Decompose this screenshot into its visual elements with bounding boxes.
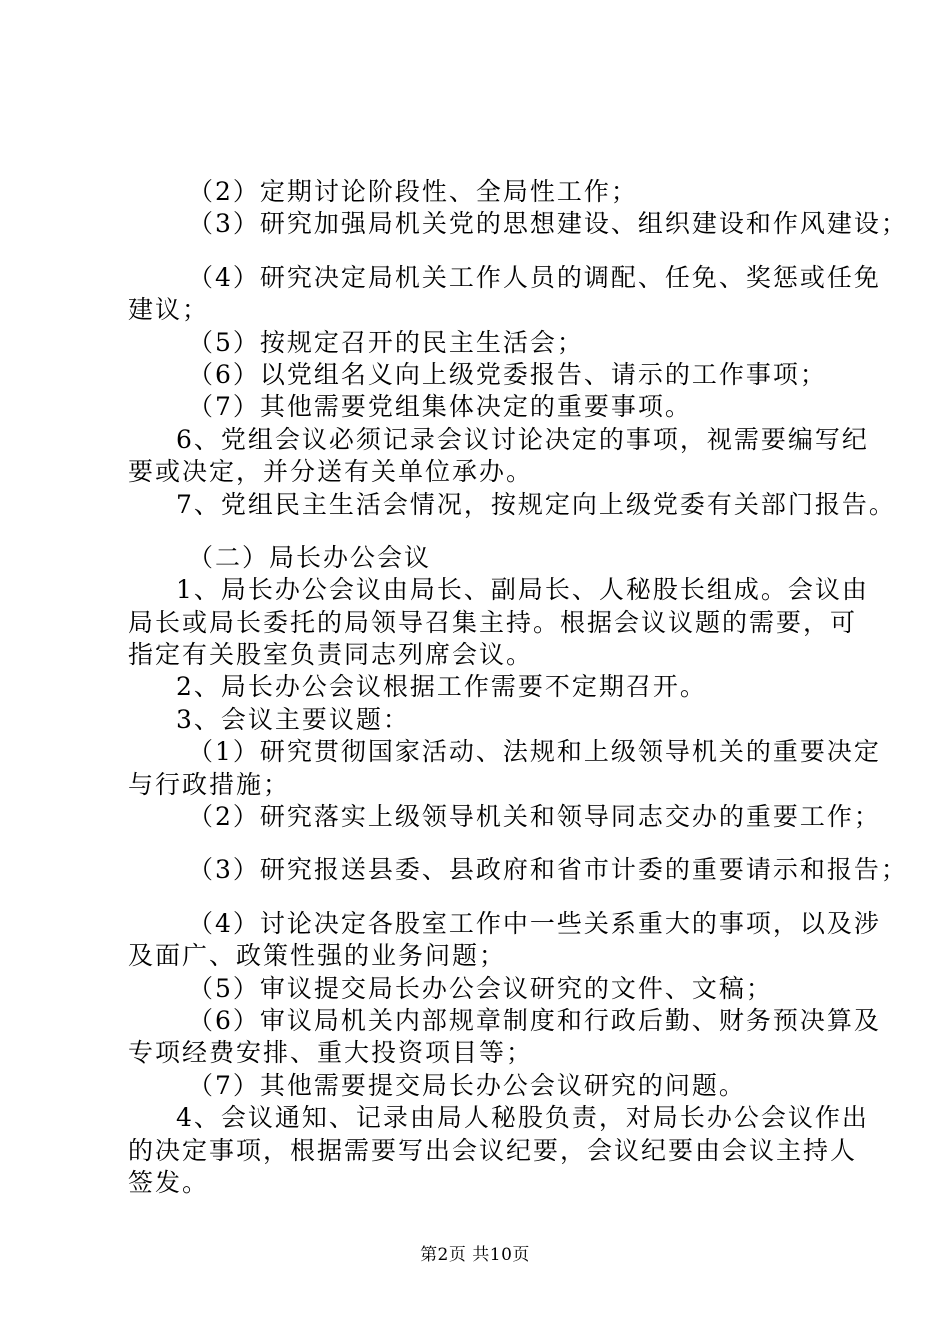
text-line: （4）讨论决定各股室工作中一些关系重大的事项，以及涉	[188, 908, 881, 938]
page-number-footer: 第2页 共10页	[420, 1245, 530, 1265]
text-line: 6、党组会议必须记录会议讨论决定的事项，视需要编写纪	[176, 424, 869, 454]
text-line: （5）审议提交局长办公会议研究的文件、文稿；	[188, 973, 773, 1003]
paragraph-gap	[128, 241, 848, 262]
text-line: （5）按规定召开的民主生活会；	[188, 327, 584, 357]
text-line: （2）研究落实上级领导机关和领导同志交办的重要工作；	[188, 802, 881, 832]
text-line: 的决定事项，根据需要写出会议纪要，会议纪要由会议主持人	[128, 1135, 858, 1165]
section-heading: （二）局长办公会议	[188, 542, 432, 572]
text-line: 与行政措施；	[128, 769, 291, 799]
text-line: 3、会议主要议题：	[176, 704, 410, 734]
text-line: （7）其他需要提交局长办公会议研究的问题。	[188, 1070, 746, 1100]
paragraph-gap	[128, 887, 848, 908]
paragraph-gap	[128, 833, 848, 854]
text-line: 建议；	[128, 295, 210, 325]
text-line: 指定有关股室负责同志列席会议。	[128, 640, 534, 670]
text-line: 局长或局长委托的局领导召集主持。根据会议议题的需要，可	[128, 607, 858, 637]
text-line: 要或决定，并分送有关单位承办。	[128, 457, 534, 487]
text-line: 4、会议通知、记录由局人秘股负责，对局长办公会议作出	[176, 1103, 869, 1133]
text-line: （6）以党组名义向上级党委报告、请示的工作事项；	[188, 359, 827, 389]
text-line: 专项经费安排、重大投资项目等；	[128, 1038, 534, 1068]
text-line: （1）研究贯彻国家活动、法规和上级领导机关的重要决定	[188, 737, 881, 767]
text-line: （4）研究决定局机关工作人员的调配、任免、奖惩或任免	[188, 262, 881, 292]
text-line: （6）审议局机关内部规章制度和行政后勤、财务预决算及	[188, 1005, 881, 1035]
text-line: 2、局长办公会议根据工作需要不定期召开。	[176, 672, 707, 702]
text-line: （2）定期讨论阶段性、全局性工作；	[188, 177, 638, 206]
text-line: 及面广、政策性强的业务问题；	[128, 941, 507, 971]
text-line: （3）研究加强局机关党的思想建设、组织建设和作风建设；	[188, 209, 908, 239]
text-line: 1、局长办公会议由局长、副局长、人秘股长组成。会议由	[176, 575, 869, 605]
text-line: （7）其他需要党组集体决定的重要事项。	[188, 392, 692, 422]
paragraph-gap	[128, 521, 848, 542]
document-body	[128, 176, 908, 1199]
text-line: 7、党组民主生活会情况，按规定向上级党委有关部门报告。	[176, 489, 896, 519]
text-line: 签发。	[128, 1167, 210, 1197]
text-line: （3）研究报送县委、县政府和省市计委的重要请示和报告；	[188, 855, 908, 885]
